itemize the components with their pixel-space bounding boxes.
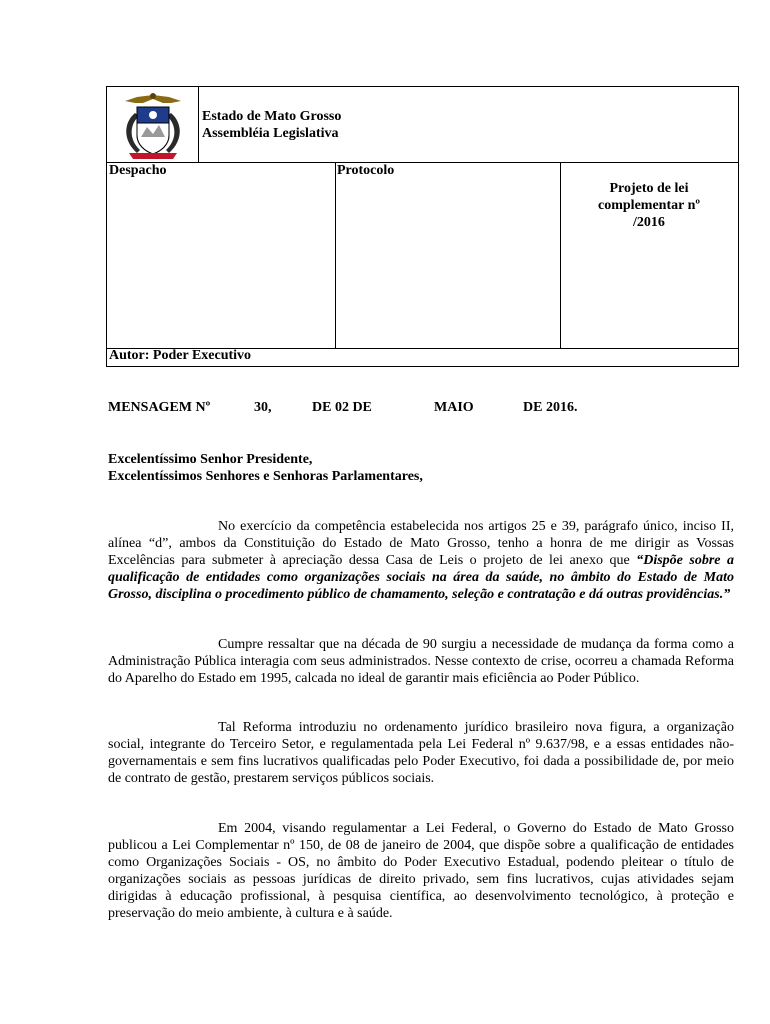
message-year: DE 2016. [523,400,578,415]
projeto-line-2: complementar nº [598,198,700,213]
paragraph-1 [108,518,734,603]
paragraph-3 [108,719,734,787]
paragraph-2-text: Cumpre ressaltar que na década de 90 surgiu a necessidade de mudança da forma como a Administração Pública interagia com seus administrados. Nesse contexto de crise, ocorreu a chamada Reforma do Aparelho do Estado em 1995, calcada no ideal de garantir mais eficiência ao Poder Público. [108,637,734,686]
message-label: MENSAGEM Nº [108,400,211,415]
projeto-line-1: Projeto de lei [609,181,689,196]
header-table [106,86,739,367]
message-month: MAIO [434,400,474,415]
state-name: Estado de Mato Grosso [202,109,342,124]
protocolo-cell [335,162,561,349]
projeto-line-3: /2016 [633,215,665,230]
salutation-line-2: Excelentíssimos Senhores e Senhoras Parlamentares, [108,469,423,484]
protocolo-label: Protocolo [337,163,395,178]
paragraph-4-text: Em 2004, visando regulamentar a Lei Federal, o Governo do Estado de Mato Grosso publicou a Lei Complementar nº 150, de 08 de janeiro de 2004, que dispõe sobre a qualificação de entidades como Organizações Sociais - OS, no âmbito do Poder Executivo Estadual, podendo pleitear o título de organizações sociais as pessoas jurídicas de direito privado, sem fins lucrativos, cujas atividades sejam dirigidas à educação profissional, à pesquisa científica, ao desenvolvimento tecnológico, à proteção e preservação do meio ambiente, à cultura e à saúde. [108,821,734,921]
projeto-cell [560,162,738,349]
paragraph-1-emphasis: “Dispõe sobre a qualificação de entidades como organizações sociais na área da saúde, no âmbito do Estado de Mato Grosso, disciplina o procedimento público de chamamento, seleção e contratação e dá outras providências.” [108,553,734,602]
paragraph-4 [108,820,734,922]
crest-cell [107,87,199,163]
paragraph-3-text: Tal Reforma introduziu no ordenamento jurídico brasileiro nova figura, a organização social, integrante do Terceiro Setor, e regulamentada pela Lei Federal nº 9.637/98, e a essas entidades não-governamentais e sem fins lucrativos qualificadas pelo Poder Executivo, foi dada a possibilidade de, por meio de contrato de gestão, prestarem serviços públicos sociais. [108,720,734,786]
autor-cell [107,348,738,366]
projeto-label [574,180,724,231]
title-cell [198,87,738,163]
paragraph-2 [108,636,734,687]
message-number: 30, [254,400,272,415]
message-day: DE 02 DE [312,400,372,415]
paragraph-1-text: No exercício da competência estabelecida nos artigos 25 e 39, parágrafo único, inciso II, alínea “d”, ambos da Constituição do Estado de Mato Grosso, tenho a honra de me dirigir as Vossas Excelências para submeter à apreciação dessa Casa de Leis o projeto de lei anexo que [108,519,734,568]
coat-of-arms-icon [107,87,199,163]
despacho-cell [107,162,336,349]
autor-label: Autor: Poder Executivo [109,348,252,363]
assembly-name: Assembléia Legislativa [202,126,339,141]
salutation-line-1: Excelentíssimo Senhor Presidente, [108,452,313,467]
despacho-label: Despacho [109,163,167,178]
